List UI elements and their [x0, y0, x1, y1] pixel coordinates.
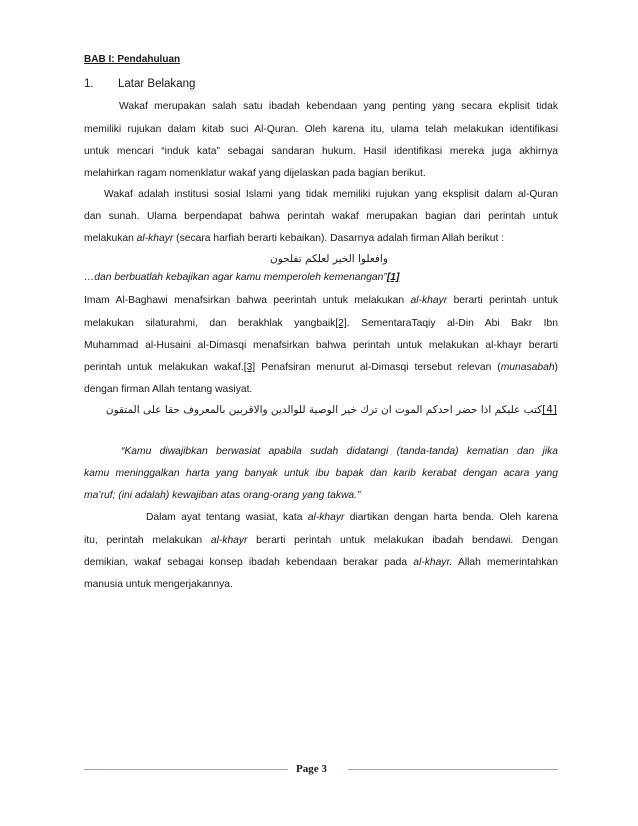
section-number: 1.: [84, 78, 94, 90]
p4-line-1: [146, 512, 558, 523]
p4-line-2: [84, 535, 558, 546]
p1-line-4: melahirkan ragam nomenklatur wakaf yang dijelaskan pada bagian berikut.: [84, 168, 426, 179]
text-run: Allah memerintahkan: [452, 557, 558, 568]
quote-text: “Kamu diwajibkan berwasiat apabila sudah didatangi (tanda-tanda) kematian dan jika: [121, 446, 558, 457]
quote-text: ma’ruf; (ini adalah) kewajiban atas orang-orang yang takwa.”: [84, 490, 361, 501]
footnote-link-4[interactable]: [4]: [542, 404, 557, 416]
text-run: perintah untuk melakukan wakaf.: [84, 362, 244, 373]
quote2-line-2: [84, 468, 558, 479]
arabic-verse-2: [106, 404, 557, 416]
p3-line-3: Muhammad al-Husaini al-Dimasqi menafsirkan bahwa perintah untuk melakukan al-khayr berarti: [84, 340, 558, 351]
p4-line-3: [84, 557, 558, 568]
p1-line-2: memiliki rujukan dalam kitab suci Al-Quran. Oleh karena itu, ulama telah melakukan identifikasi: [84, 124, 558, 135]
quote-text: kamu meninggalkan harta yang banyak untuk ibu bapak dan karib kerabat dengan acara yang: [84, 468, 558, 479]
text-run: Dalam ayat tentang wasiat, kata: [146, 512, 308, 523]
page-number: Page 3: [296, 763, 327, 775]
quote-1: [84, 272, 558, 283]
p2-line-1: Wakaf adalah institusi sosial Islami yang tidak memiliki rujukan yang eksplisit dalam al-Quran: [104, 189, 558, 200]
quote-text: …dan berbuatlah kebajikan agar kamu memperoleh kemenangan”: [84, 272, 387, 283]
italic-term: al-khayr: [307, 512, 345, 523]
text-run: Penafsiran menurut al-Dimasqi tersebut relevan (: [255, 362, 501, 373]
text-run: melakukan: [84, 233, 137, 244]
p4-line-4: manusia untuk mengerjakannya.: [84, 579, 233, 590]
italic-term: al-khayr.: [413, 557, 453, 568]
arabic-verse-1: وافعلوا الخير لعلكم تفلحون: [270, 253, 388, 265]
italic-term: al-khayr: [410, 295, 448, 306]
p3-line-2: [84, 318, 558, 329]
text-run: . SementaraTaqiy al-Din Abi Bakr Ibn: [346, 318, 558, 329]
text-run: Imam Al-Baghawi menafsirkan bahwa peerintah untuk melakukan: [84, 295, 411, 306]
quote2-line-1: [121, 446, 558, 457]
italic-term: al-khayr: [136, 233, 174, 244]
footnote-link-1[interactable]: [1]: [386, 272, 400, 283]
text-run: (secara harfiah berarti kebaikan). Dasarnya adalah firman Allah berikut :: [173, 233, 505, 244]
p1-line-1: Wakaf merupakan salah satu ibadah kebendaan yang penting yang secara ekplisit tidak: [119, 101, 558, 112]
text-run: ): [554, 362, 558, 373]
p2-line-3: [84, 233, 558, 244]
p3-line-1: [84, 295, 558, 306]
italic-term: munasabah: [500, 362, 555, 373]
section-heading: [84, 78, 195, 90]
text-run: demikian, wakaf sebagai konsep ibadah kebendaan berakar pada: [84, 557, 414, 568]
p3-line-4: [84, 362, 558, 373]
arabic-text: كتب عليكم اذا حضر احدكم الموت ان ترك خير الوصية للوالدين والاقربين بالمعروف حقا على المتقون: [105, 404, 543, 416]
text-run: melakukan silaturahmi, dan berakhlak yangbaik: [84, 318, 336, 329]
footnote-link-3[interactable]: [3]: [243, 362, 256, 373]
p2-line-2: dan sunah. Ulama berpendapat bahwa perintah wakaf merupakan bagian dari perintah untuk: [84, 211, 558, 222]
section-title: Latar Belakang: [118, 78, 196, 90]
text-run: itu, perintah melakukan: [84, 535, 211, 546]
text-run: berarti perintah untuk: [447, 295, 558, 306]
p1-line-3: untuk mencari “induk kata” sebagai sandaran hukum. Hasil identifikasi mereka juga akhirnya: [84, 146, 558, 157]
footer-rule-right: [348, 769, 558, 770]
text-run: berarti perintah untuk melakukan ibadah bendawi. Dengan: [247, 535, 558, 546]
p3-line-5: dengan firman Allah tentang wasiyat.: [84, 384, 253, 395]
footer-rule-left: [84, 769, 288, 770]
quote2-line-3: [84, 490, 558, 501]
italic-term: al-khayr: [210, 535, 248, 546]
text-run: diartikan dengan harta benda. Oleh karena: [344, 512, 558, 523]
bab-title: BAB I: Pendahuluan: [84, 54, 181, 65]
footnote-link-2[interactable]: [2]: [335, 318, 347, 329]
